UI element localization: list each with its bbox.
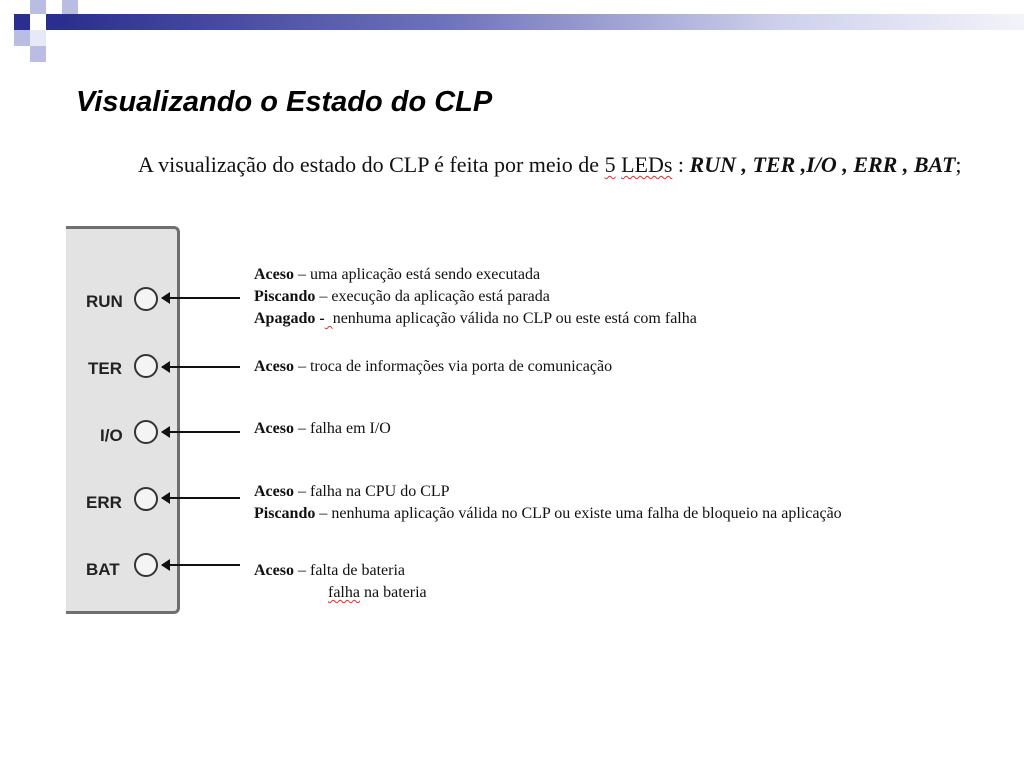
desc-line: Aceso – falta de bateria: [254, 562, 406, 579]
intro-led-last: BAT: [913, 152, 956, 177]
intro-paragraph: [62, 150, 992, 180]
header-square: [14, 14, 30, 30]
desc-ter: [254, 356, 612, 378]
arrow-io: [162, 431, 240, 433]
desc-line: Aceso – falha em I/O: [254, 420, 391, 437]
led-ter-indicator: [134, 354, 158, 378]
desc-io: [254, 418, 391, 440]
led-label-run: RUN: [86, 292, 123, 311]
arrow-ter: [162, 366, 240, 368]
desc-line: Piscando – nenhuma aplicação válida no CLP ou existe uma falha de bloqueio na aplicação: [254, 505, 842, 522]
intro-count: 5: [604, 152, 616, 177]
header-square: [30, 46, 46, 62]
arrow-bat: [162, 564, 240, 566]
desc-err: [254, 481, 842, 525]
led-label-bat: BAT: [86, 560, 120, 579]
led-label-err: ERR: [86, 493, 122, 512]
header-square: [30, 0, 46, 14]
header-square: [46, 14, 62, 30]
led-err-indicator: [134, 487, 158, 511]
led-label-ter: TER: [88, 359, 122, 378]
desc-line: Apagado - nenhuma aplicação válida no CLP ou este está com falha: [254, 310, 697, 327]
desc-line: Aceso – troca de informações via porta de comunicação: [254, 358, 613, 375]
desc-bat: [254, 560, 427, 604]
desc-line: Aceso – falha na CPU do CLP: [254, 483, 450, 500]
desc-line: falha na bateria: [328, 584, 427, 601]
led-bat-indicator: [134, 553, 158, 577]
intro-colon: :: [672, 152, 685, 177]
led-label-io: I/O: [100, 426, 123, 445]
slide-title: Visualizando o Estado do CLP: [76, 86, 493, 118]
intro-leds-word: LEDs: [621, 152, 673, 177]
intro-led-list: RUN , TER ,I/O , ERR ,: [689, 152, 909, 177]
desc-line: Aceso – uma aplicação está sendo executada: [254, 266, 541, 283]
intro-end: ;: [955, 152, 962, 177]
header-gradient-bar: [62, 14, 1024, 30]
arrow-err: [162, 497, 240, 499]
header-square: [30, 30, 46, 46]
intro-text: A visualização do estado do CLP é feita por meio de: [138, 152, 600, 177]
led-io-indicator: [134, 420, 158, 444]
header-square: [14, 30, 30, 46]
led-run-indicator: [134, 287, 158, 311]
header-square: [62, 0, 78, 14]
clp-led-panel: [66, 226, 180, 614]
desc-line: Piscando – execução da aplicação está parada: [254, 288, 550, 305]
arrow-run: [162, 297, 240, 299]
desc-run: [254, 264, 697, 330]
